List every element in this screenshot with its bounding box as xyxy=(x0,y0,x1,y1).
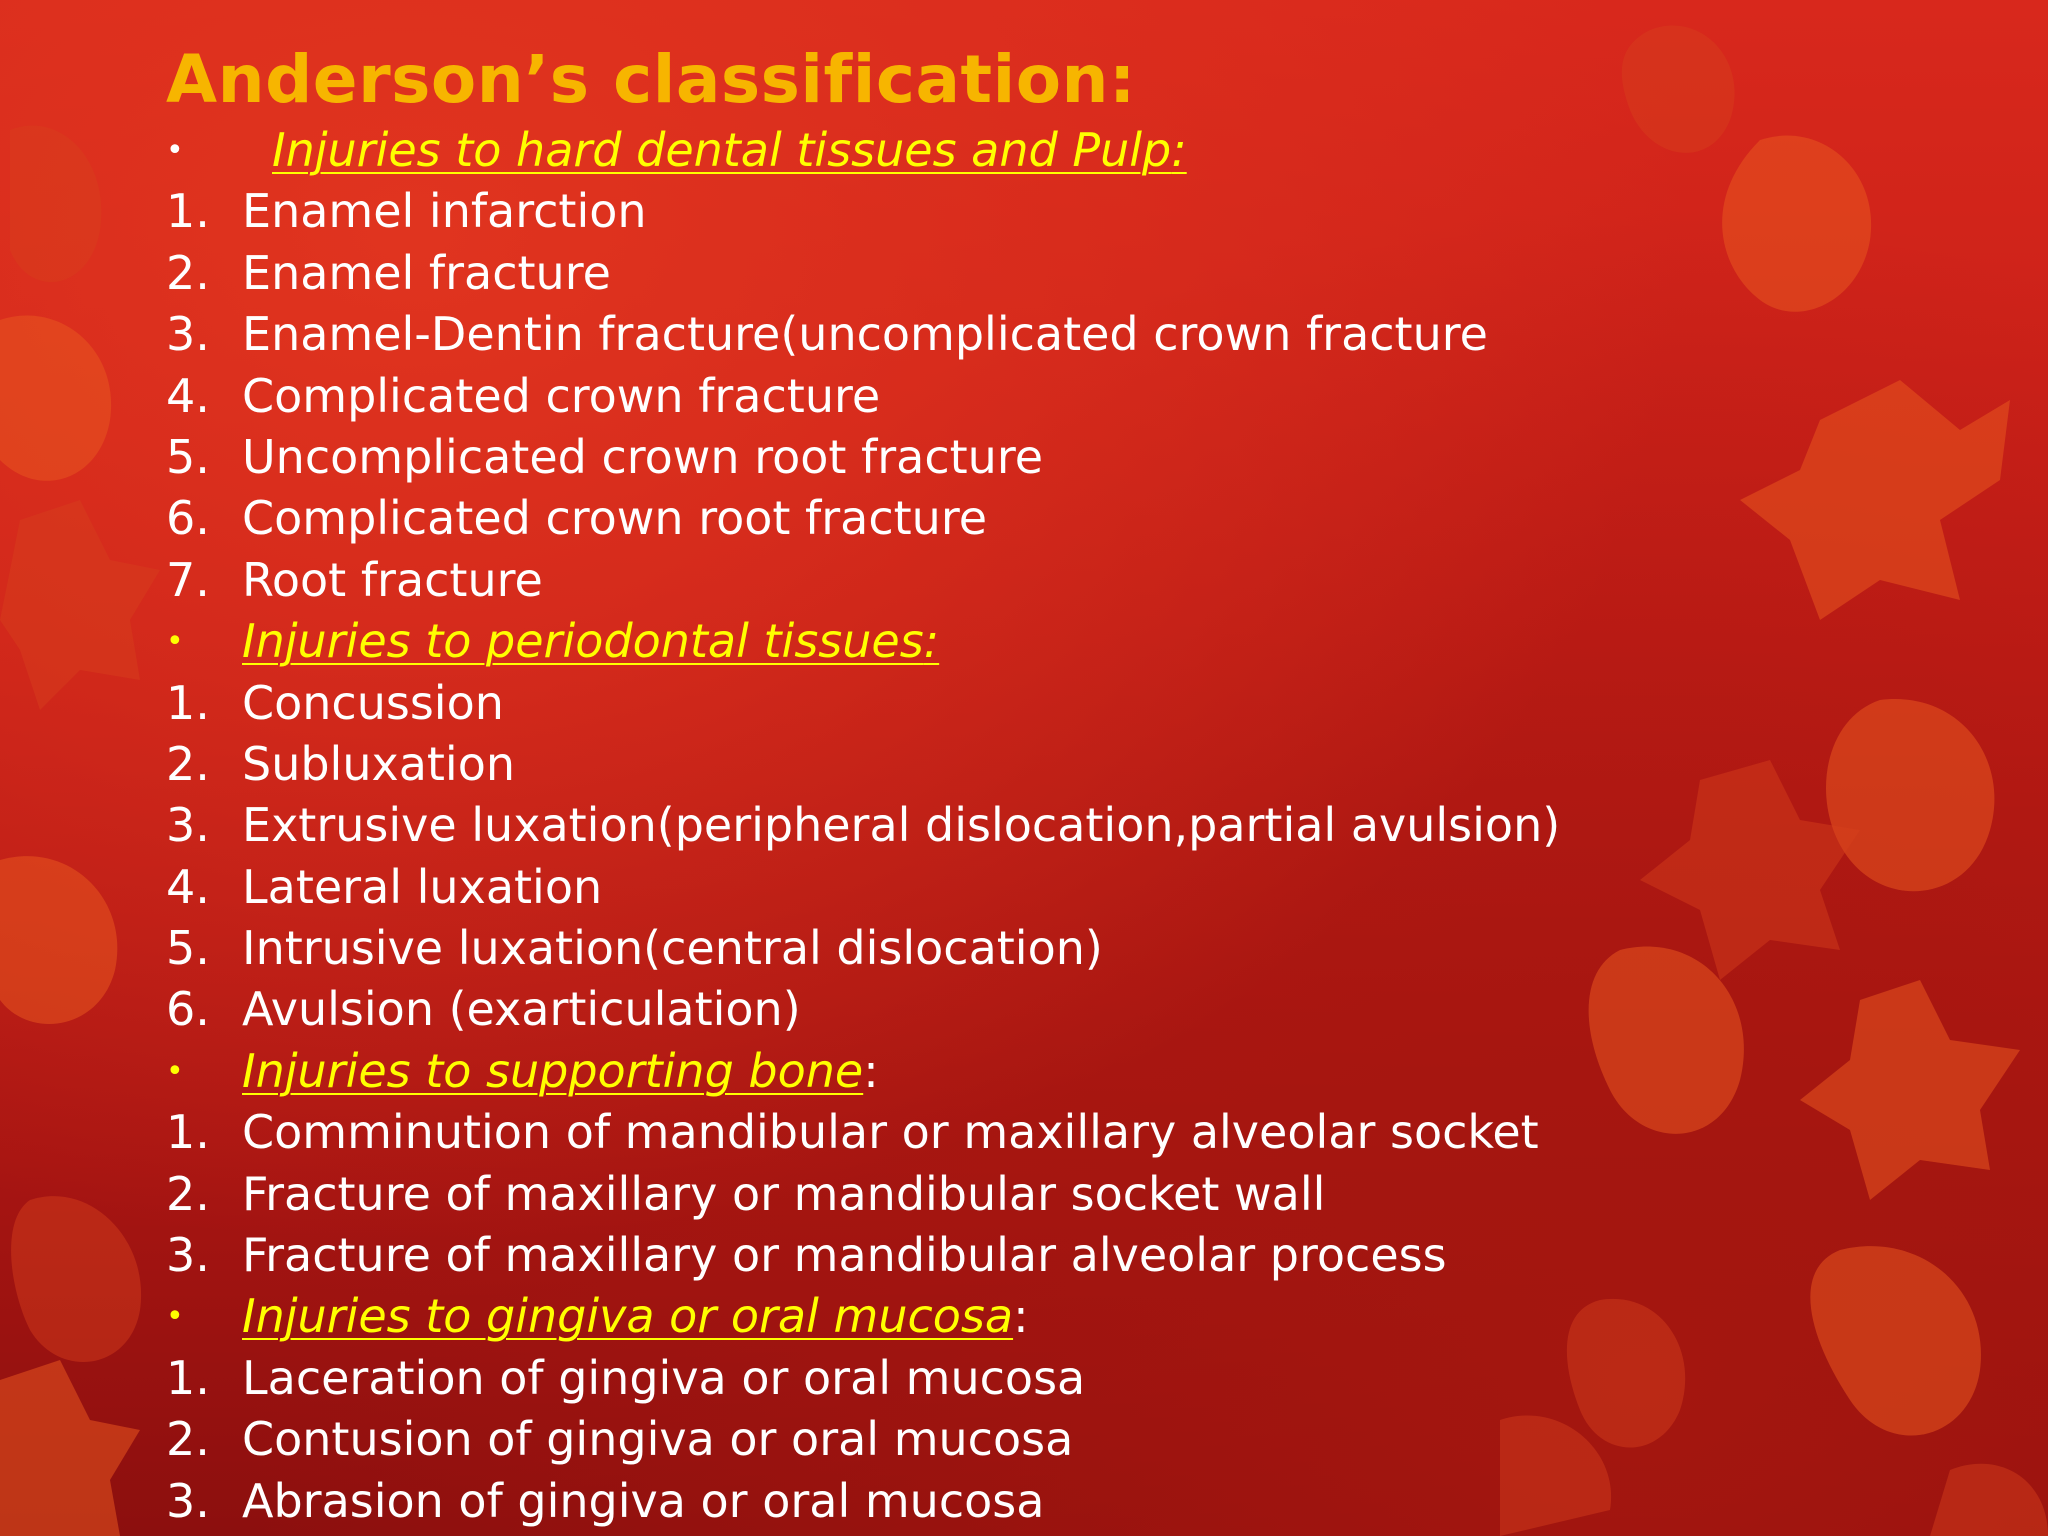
list-item xyxy=(166,1102,2016,1163)
item-text: Fracture of maxillary or mandibular alveolar process xyxy=(242,1228,1447,1283)
item-number: 1. xyxy=(166,675,210,730)
item-text: Enamel infarction xyxy=(242,184,647,239)
list-item xyxy=(166,673,2016,734)
heading-colon: : xyxy=(1171,123,1187,177)
item-number: 2. xyxy=(166,1166,210,1221)
list-item xyxy=(166,243,2016,304)
list-item xyxy=(166,181,2016,242)
item-number: 1. xyxy=(166,1350,210,1405)
item-number: 5. xyxy=(166,921,210,976)
item-text: Complicated crown root fracture xyxy=(242,491,988,546)
list-item xyxy=(166,918,2016,979)
list-item xyxy=(166,979,2016,1040)
item-text: Intrusive luxation(central dislocation) xyxy=(242,921,1103,976)
item-text: Laceration of gingiva or oral mucosa xyxy=(242,1350,1086,1405)
section-heading-supporting-bone xyxy=(166,1041,2016,1102)
list-item xyxy=(166,734,2016,795)
heading-colon: : xyxy=(1013,1289,1029,1344)
item-text: Comminution of mandibular or maxillary alveolar socket xyxy=(242,1105,1539,1160)
item-text: Contusion of gingiva or oral mucosa xyxy=(242,1412,1074,1467)
item-number: 6. xyxy=(166,491,210,546)
list-item xyxy=(166,1471,2016,1532)
item-text: Avulsion (exarticulation) xyxy=(242,982,801,1037)
item-number: 4. xyxy=(166,368,210,423)
item-number: 3. xyxy=(166,1228,210,1283)
item-number: 2. xyxy=(166,245,210,300)
item-number: 6. xyxy=(166,982,210,1037)
list-item xyxy=(166,1225,2016,1286)
heading-text: Injuries to hard dental tissues and Pulp xyxy=(272,123,1172,177)
bullet-marker: • xyxy=(166,624,184,660)
section-heading-gingiva xyxy=(166,1286,2016,1347)
item-number: 2. xyxy=(166,736,210,791)
item-number: 1. xyxy=(166,1105,210,1160)
item-number: 3. xyxy=(166,307,210,362)
bullet-marker: • xyxy=(166,133,184,168)
item-text: Root fracture xyxy=(242,552,543,607)
item-text: Subluxation xyxy=(242,736,516,791)
heading-colon: : xyxy=(863,1043,879,1098)
list-item xyxy=(166,427,2016,488)
list-item xyxy=(166,857,2016,918)
list-item xyxy=(166,795,2016,856)
item-number: 5. xyxy=(166,429,210,484)
slide-title: Anderson’s classification: xyxy=(166,41,1136,118)
item-text: Enamel-Dentin fracture(uncomplicated crown fracture xyxy=(242,307,1488,362)
item-text: Fracture of maxillary or mandibular socket wall xyxy=(242,1166,1326,1221)
heading-text: Injuries to periodontal tissues xyxy=(242,614,924,669)
item-text: Enamel fracture xyxy=(242,245,611,300)
heading-text: Injuries to supporting bone xyxy=(242,1043,864,1098)
heading-text: Injuries to gingiva or oral mucosa xyxy=(242,1289,1014,1344)
list-item xyxy=(166,1409,2016,1470)
list-item xyxy=(166,304,2016,365)
list-item xyxy=(166,488,2016,549)
item-number: 3. xyxy=(166,798,210,853)
bullet-marker: • xyxy=(166,1299,184,1335)
item-text: Lateral luxation xyxy=(242,859,603,914)
item-text: Concussion xyxy=(242,675,504,730)
item-text: Uncomplicated crown root fracture xyxy=(242,429,1044,484)
item-text: Extrusive luxation(peripheral dislocation,partial avulsion) xyxy=(242,798,1561,853)
slide-content xyxy=(166,40,2016,1532)
list-item xyxy=(166,1348,2016,1409)
item-number: 4. xyxy=(166,859,210,914)
list-item xyxy=(166,1164,2016,1225)
section-heading-hard-tissues xyxy=(166,120,2016,181)
heading-colon: : xyxy=(923,614,940,669)
item-text: Abrasion of gingiva or oral mucosa xyxy=(242,1473,1045,1528)
bullet-marker: • xyxy=(166,1053,184,1089)
list-item xyxy=(166,550,2016,611)
list-item xyxy=(166,366,2016,427)
item-number: 1. xyxy=(166,184,210,239)
item-number: 2. xyxy=(166,1412,210,1467)
section-heading-periodontal xyxy=(166,611,2016,672)
item-number: 3. xyxy=(166,1473,210,1528)
item-text: Complicated crown fracture xyxy=(242,368,881,423)
item-number: 7. xyxy=(166,552,210,607)
